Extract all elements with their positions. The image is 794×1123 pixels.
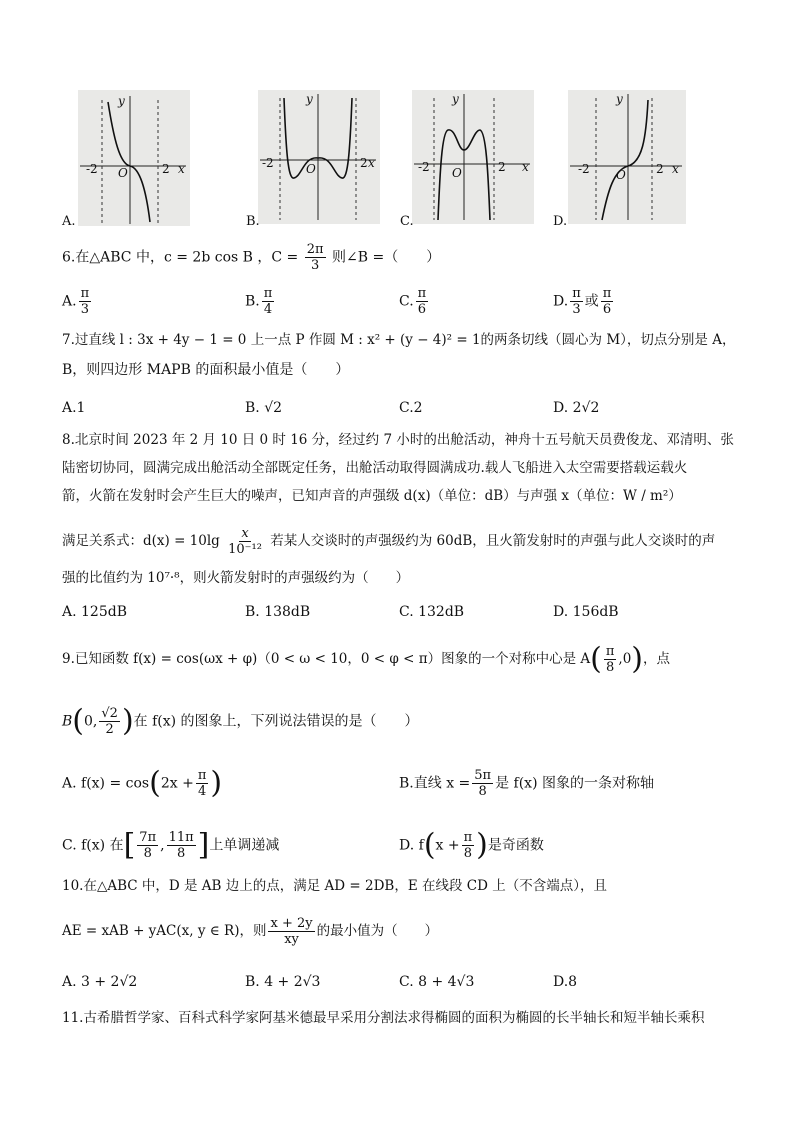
- denominator: 8: [463, 846, 473, 861]
- option-fraction: [416, 286, 429, 317]
- q10-option-a[interactable]: A. 3 + 2√2: [62, 974, 138, 990]
- paren-right: ): [631, 641, 644, 677]
- formula-suffix: 若某人交谈时的声强级约为 60dB，且火箭发射时的声强与此人交谈时的声: [270, 533, 716, 549]
- tick-pos-2: 2: [162, 162, 170, 176]
- denominator: 4: [263, 302, 273, 317]
- numerator: x + 2y: [270, 916, 313, 931]
- question-10-line-1: 10.在△ABC 中，D 是 AB 边上的点，满足 AD = 2DB，E 在线段 CD 上（不含端点），且: [62, 878, 607, 894]
- figure-d-label: D.: [553, 214, 568, 229]
- option-suffix: 是奇函数: [487, 837, 544, 854]
- graph-d-svg: [568, 90, 686, 224]
- denominator: 3: [572, 302, 581, 317]
- q7-option-a[interactable]: A.1: [62, 400, 86, 416]
- q9-line2-suffix: 在 f(x) 的图象上，下列说法错误的是（ ）: [133, 713, 419, 730]
- figure-a-label: A.: [62, 214, 76, 229]
- q7-option-c[interactable]: C.2: [399, 400, 423, 416]
- paren-left: (: [590, 641, 602, 677]
- question-8-line-5: 强的比值约为 10⁷·⁸，则火箭发射时的声强级约为（ ）: [62, 570, 410, 586]
- x-axis-label: x: [672, 162, 679, 176]
- y-axis-label: y: [306, 92, 313, 106]
- tick-pos-2: 2: [360, 156, 368, 170]
- q6-suffix: 则∠B =（ ）: [332, 249, 441, 266]
- option-fraction-2: [601, 286, 614, 317]
- option-fraction: [79, 286, 92, 317]
- numerator: π: [463, 830, 473, 845]
- paren-left: (: [149, 765, 161, 801]
- q6-option-d[interactable]: [553, 286, 615, 317]
- graph-figure-b: [258, 90, 380, 224]
- q7-option-d[interactable]: D. 2√2: [553, 400, 600, 416]
- option-suffix: 上单调递减: [209, 837, 280, 854]
- option-fraction: [462, 830, 475, 861]
- point-b-fraction: [99, 706, 120, 737]
- question-8-line-2: 陆密切协同，圆满完成出舱活动全部既定任务，出舱活动取得圆满成功.载人飞船进入太空需要搭载运载火: [62, 460, 688, 476]
- graph-figure-c: [412, 90, 534, 224]
- paren-right: ): [476, 827, 488, 863]
- tick-neg-2: -2: [578, 162, 590, 176]
- denominator: 3: [80, 302, 89, 317]
- denominator: 3: [311, 258, 320, 273]
- option-text: D. f: [399, 837, 424, 854]
- denominator: 2: [105, 722, 114, 737]
- q10-option-c[interactable]: C. 8 + 4√3: [399, 974, 475, 990]
- y-axis-label: y: [452, 92, 459, 106]
- point-a-tail: ,0: [618, 651, 632, 667]
- numerator: 7π: [139, 830, 157, 845]
- vector-equation: AE = xAB + yAC(x, y ∈ R)，则: [62, 923, 267, 939]
- q9-suffix: ，点: [643, 651, 671, 667]
- denominator: 8: [143, 846, 152, 861]
- denominator: 8: [176, 846, 186, 861]
- origin-label: O: [452, 166, 462, 180]
- option-head: x +: [435, 837, 460, 854]
- numerator: π: [417, 286, 427, 301]
- numerator: √2: [101, 706, 118, 721]
- graph-c-svg: [412, 90, 534, 224]
- paren-right: ): [121, 703, 134, 739]
- option-text: A. f(x) = cos: [62, 775, 150, 792]
- y-axis-label: y: [118, 94, 125, 108]
- tick-neg-2: -2: [418, 160, 430, 174]
- bracket-right: ]: [197, 827, 210, 863]
- option-text: C. f(x) 在: [62, 837, 124, 854]
- paren-left: (: [423, 827, 436, 863]
- denominator: 6: [602, 302, 612, 317]
- formula-fraction: [226, 526, 264, 557]
- question-8-line-4: [62, 526, 715, 557]
- origin-label: O: [306, 162, 316, 176]
- q9-option-d[interactable]: [399, 827, 544, 863]
- denominator: xy: [284, 932, 299, 947]
- comma: ,: [160, 837, 165, 854]
- bracket-left: [: [123, 827, 136, 863]
- q10-option-d[interactable]: D.8: [553, 974, 578, 990]
- tick-pos-2: 2: [498, 160, 506, 174]
- question-9-line-1: [62, 641, 671, 677]
- denominator: 10⁻¹²: [228, 542, 262, 557]
- origin-label: O: [616, 168, 626, 182]
- option-fraction: [472, 768, 493, 799]
- q6-option-a[interactable]: [62, 286, 93, 317]
- paren-right: ): [210, 765, 223, 801]
- q9-option-b[interactable]: [399, 768, 654, 799]
- figure-c-label: C.: [400, 214, 414, 229]
- question-10-line-2: [62, 916, 438, 947]
- tick-pos-2: 2: [656, 162, 664, 176]
- x-axis-label: x: [522, 160, 529, 174]
- formula-prefix: 满足关系式：d(x) = 10lg: [62, 533, 220, 549]
- graph-figure-d: [568, 90, 686, 224]
- paren-left: (: [72, 703, 85, 739]
- figure-b-label: B.: [246, 214, 260, 229]
- denominator: 8: [605, 660, 615, 675]
- x-axis-label: x: [178, 162, 185, 176]
- question-9-line-2: [62, 703, 419, 739]
- point-b-head: 0,: [84, 713, 98, 730]
- numerator: π: [602, 286, 612, 301]
- q6-option-c[interactable]: [399, 286, 430, 317]
- q6-prefix: 6.在△ABC 中，c = 2b cos B ，C =: [62, 249, 299, 266]
- question-6-stem: [62, 242, 440, 273]
- denominator: 8: [478, 784, 487, 799]
- numerator: π: [80, 286, 90, 301]
- q8-option-c[interactable]: C. 132dB: [399, 604, 465, 620]
- q9-option-c[interactable]: [62, 827, 280, 863]
- graph-figure-a: [78, 90, 190, 226]
- option-label: B.: [245, 293, 260, 310]
- origin-label: O: [118, 166, 128, 180]
- numerator: 5π: [474, 768, 492, 783]
- q8-option-b[interactable]: B. 138dB: [245, 604, 311, 620]
- question-8-line-3: 箭，火箭在发射时会产生巨大的噪声，已知声音的声强级 d(x)（单位：dB）与声强 x（单位：W / m²）: [62, 488, 682, 504]
- y-axis-label: y: [616, 92, 623, 106]
- question-7-line-2: B，则四边形 MAPB 的面积最小值是（ ）: [62, 362, 350, 378]
- q8-option-a[interactable]: A. 125dB: [62, 604, 127, 620]
- option-text: B.直线 x =: [399, 775, 471, 792]
- numerator: π: [197, 768, 207, 783]
- q6-option-b[interactable]: [245, 286, 276, 317]
- q9-prefix: 9.已知函数 f(x) = cos(ωx + φ)（0 < ω < 10，0 < φ < π）图象的一个对称中心是 A: [62, 651, 591, 667]
- option-label: A.: [62, 293, 77, 310]
- numerator: 2π: [306, 242, 324, 257]
- question-7-line-1: 7.过直线 l : 3x + 4y − 1 = 0 上一点 P 作圆 M : x² + (y − 4)² = 1的两条切线（圆心为 M），切点分别是 A，: [62, 332, 736, 348]
- question-8-line-1: 8.北京时间 2023 年 2 月 10 日 0 时 16 分，经过约 7 小时的出舱活动，神舟十五号航天员费俊龙、邓清明、张: [62, 432, 734, 448]
- numerator: π: [263, 286, 273, 301]
- option-fraction-2: [167, 830, 196, 861]
- tick-neg-2: -2: [86, 162, 98, 176]
- q8-option-d[interactable]: D. 156dB: [553, 604, 619, 620]
- denominator: 6: [417, 302, 427, 317]
- q10-option-b[interactable]: B. 4 + 2√3: [245, 974, 321, 990]
- option-label: D.: [553, 293, 569, 310]
- option-fraction-1: [570, 286, 583, 317]
- q7-option-b[interactable]: B. √2: [245, 400, 283, 416]
- point-b-name: B: [62, 713, 73, 730]
- numerator: π: [605, 644, 615, 659]
- option-fraction: [262, 286, 275, 317]
- expression-fraction: [268, 916, 314, 947]
- q9-option-a[interactable]: [62, 765, 223, 801]
- denominator: 4: [197, 784, 207, 799]
- numerator: 11π: [168, 830, 194, 845]
- numerator: π: [572, 286, 581, 301]
- x-axis-label: x: [368, 156, 375, 170]
- option-head: 2x +: [160, 775, 194, 792]
- option-fraction: [196, 768, 209, 799]
- option-fraction-1: [137, 830, 158, 861]
- option-suffix: 是 f(x) 图象的一条对称轴: [495, 775, 654, 792]
- tick-neg-2: -2: [262, 156, 274, 170]
- q6-c-fraction: [305, 242, 326, 273]
- question-11-line-1: 11.古希腊哲学家、百科式科学家阿基米德最早采用分割法求得椭圆的面积为椭圆的长半轴长和短半轴长乘积: [62, 1010, 705, 1026]
- numerator: x: [241, 526, 249, 541]
- point-a-fraction: [604, 644, 617, 675]
- or-text: 或: [584, 293, 599, 310]
- q10-suffix: 的最小值为（ ）: [316, 923, 439, 939]
- graph-a-svg: [78, 90, 190, 226]
- option-label: C.: [399, 293, 414, 310]
